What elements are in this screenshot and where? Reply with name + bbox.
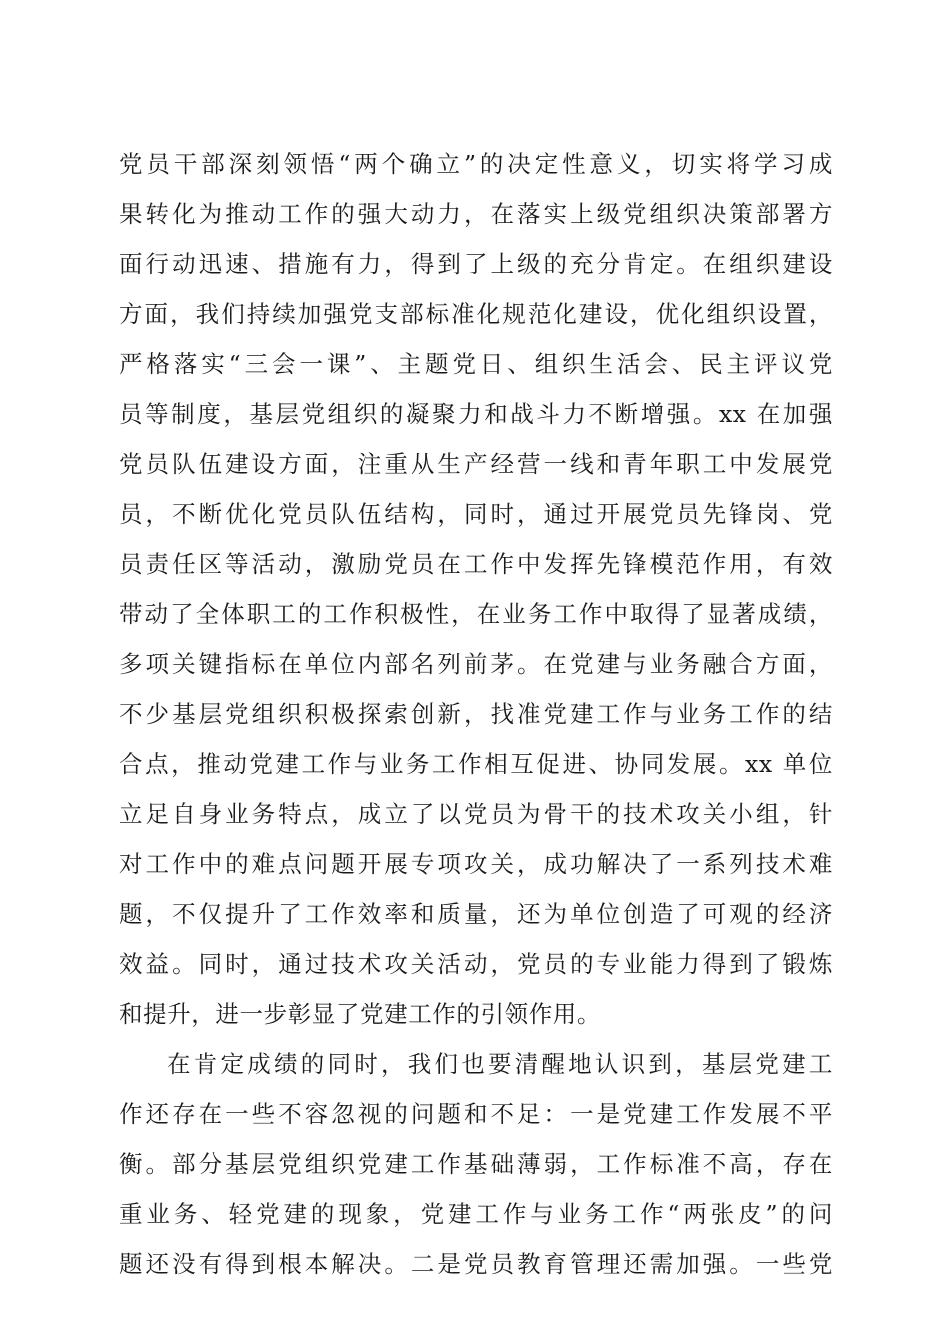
paragraph-1-line: 不少基层党组织积极探索创新，找准党建工作与业务工作的结 [119, 700, 833, 728]
paragraph-2-line: 重业务、轻党建的现象，党建工作与业务工作“两张皮”的问 [119, 1200, 833, 1228]
paragraph-1-line: 多项关键指标在单位内部名列前茅。在党建与业务融合方面， [119, 650, 833, 678]
paragraph-2-line: 衡。部分基层党组织党建工作基础薄弱，工作标准不高，存在 [119, 1150, 833, 1178]
paragraph-1-line: 方面，我们持续加强党支部标准化规范化建设，优化组织设置， [119, 300, 833, 328]
paragraph-1-line: 严格落实“三会一课”、主题党日、组织生活会、民主评议党 [119, 350, 833, 378]
paragraph-1-line: 果转化为推动工作的强大动力，在落实上级党组织决策部署方 [119, 200, 833, 228]
paragraph-1-line: 效益。同时，通过技术攻关活动，党员的专业能力得到了锻炼 [119, 950, 833, 978]
paragraph-1-line: 立足自身业务特点，成立了以党员为骨干的技术攻关小组，针 [119, 800, 833, 828]
paragraph-2-line: 在肯定成绩的同时，我们也要清醒地认识到，基层党建工 [167, 1050, 833, 1078]
paragraph-1-line: 合点，推动党建工作与业务工作相互促进、协同发展。xx 单位 [119, 750, 833, 778]
paragraph-1-line: 员，不断优化党员队伍结构，同时，通过开展党员先锋岗、党 [119, 500, 833, 528]
paragraph-1-line: 党员干部深刻领悟“两个确立”的决定性意义，切实将学习成 [119, 150, 833, 178]
paragraph-1-line: 员等制度，基层党组织的凝聚力和战斗力不断增强。xx 在加强 [119, 400, 833, 428]
paragraph-1-line: 党员队伍建设方面，注重从生产经营一线和青年职工中发展党 [119, 450, 833, 478]
paragraph-1-line: 和提升，进一步彰显了党建工作的引领作用。 [119, 1000, 601, 1028]
paragraph-1-line: 面行动迅速、措施有力，得到了上级的充分肯定。在组织建设 [119, 250, 833, 278]
paragraph-1-line: 题，不仅提升了工作效率和质量，还为单位创造了可观的经济 [119, 900, 833, 928]
paragraph-2-line: 作还存在一些不容忽视的问题和不足：一是党建工作发展不平 [119, 1100, 833, 1128]
paragraph-1-line: 员责任区等活动，激励党员在工作中发挥先锋模范作用，有效 [119, 550, 833, 578]
body-text [119, 139, 833, 1289]
paragraph-1-line: 对工作中的难点问题开展专项攻关，成功解决了一系列技术难 [119, 850, 833, 878]
paragraph-1-line: 带动了全体职工的工作积极性，在业务工作中取得了显著成绩， [119, 600, 833, 628]
paragraph-2-line: 题还没有得到根本解决。二是党员教育管理还需加强。一些党 [119, 1250, 833, 1278]
